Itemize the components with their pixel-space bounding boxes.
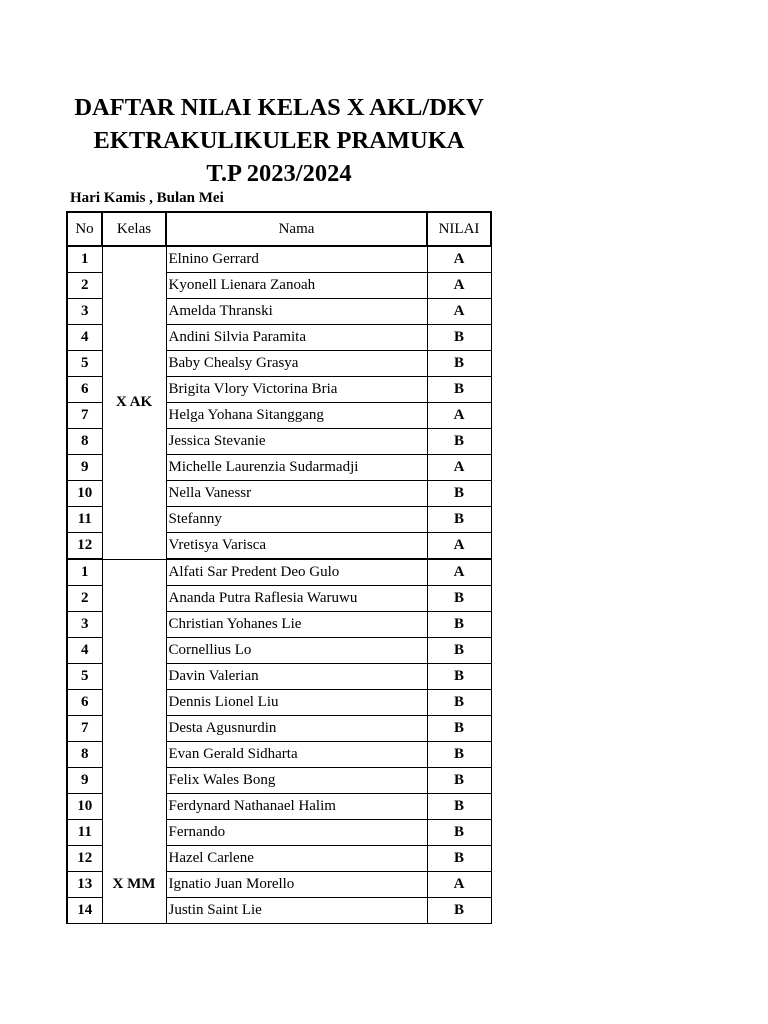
cell-nilai: B bbox=[427, 794, 491, 820]
cell-nama: Helga Yohana Sitanggang bbox=[166, 403, 427, 429]
cell-nama: Fernando bbox=[166, 820, 427, 846]
cell-nilai: B bbox=[427, 507, 491, 533]
cell-nama: Hazel Carlene bbox=[166, 846, 427, 872]
cell-nilai: B bbox=[427, 377, 491, 403]
cell-nilai: A bbox=[427, 403, 491, 429]
cell-nama: Michelle Laurenzia Sudarmadji bbox=[166, 455, 427, 481]
cell-nilai: A bbox=[427, 273, 491, 299]
cell-no: 2 bbox=[67, 273, 102, 299]
cell-no: 11 bbox=[67, 820, 102, 846]
cell-nama: Justin Saint Lie bbox=[166, 898, 427, 924]
cell-no: 1 bbox=[67, 246, 102, 273]
cell-no: 4 bbox=[67, 325, 102, 351]
cell-nilai: A bbox=[427, 533, 491, 560]
cell-nama: Amelda Thranski bbox=[166, 299, 427, 325]
cell-nilai: B bbox=[427, 716, 491, 742]
header-nama: Nama bbox=[166, 212, 427, 246]
cell-nilai: A bbox=[427, 299, 491, 325]
cell-nilai: B bbox=[427, 429, 491, 455]
cell-nama: Ananda Putra Raflesia Waruwu bbox=[166, 586, 427, 612]
cell-nama: Ignatio Juan Morello bbox=[166, 872, 427, 898]
cell-nilai: B bbox=[427, 846, 491, 872]
cell-nama: Vretisya Varisca bbox=[166, 533, 427, 560]
cell-no: 14 bbox=[67, 898, 102, 924]
cell-nama: Cornellius Lo bbox=[166, 638, 427, 664]
cell-no: 12 bbox=[67, 846, 102, 872]
cell-nama: Brigita Vlory Victorina Bria bbox=[166, 377, 427, 403]
cell-nilai: B bbox=[427, 638, 491, 664]
cell-no: 12 bbox=[67, 533, 102, 560]
table-row bbox=[67, 246, 491, 273]
grades-table bbox=[66, 211, 492, 924]
cell-nilai: B bbox=[427, 690, 491, 716]
cell-no: 7 bbox=[67, 403, 102, 429]
cell-nilai: B bbox=[427, 481, 491, 507]
cell-nama: Dennis Lionel Liu bbox=[166, 690, 427, 716]
cell-nama: Nella Vanessr bbox=[166, 481, 427, 507]
cell-kelas: X AK bbox=[102, 246, 166, 559]
cell-nama: Ferdynard Nathanael Halim bbox=[166, 794, 427, 820]
table-header-row bbox=[67, 212, 491, 246]
subtitle: Hari Kamis , Bulan Mei bbox=[70, 190, 224, 206]
table-row bbox=[67, 872, 491, 898]
cell-no: 1 bbox=[67, 559, 102, 586]
cell-no: 2 bbox=[67, 586, 102, 612]
cell-nilai: B bbox=[427, 898, 491, 924]
cell-nilai: A bbox=[427, 559, 491, 586]
title-line-2: EKTRAKULIKULER PRAMUKA bbox=[93, 127, 465, 154]
cell-no: 4 bbox=[67, 638, 102, 664]
cell-nilai: B bbox=[427, 820, 491, 846]
cell-nilai: A bbox=[427, 246, 491, 273]
cell-nama: Andini Silvia Paramita bbox=[166, 325, 427, 351]
cell-no: 6 bbox=[67, 377, 102, 403]
cell-nama: Baby Chealsy Grasya bbox=[166, 351, 427, 377]
cell-no: 8 bbox=[67, 742, 102, 768]
cell-no: 5 bbox=[67, 664, 102, 690]
cell-kelas bbox=[102, 559, 166, 872]
cell-nama: Alfati Sar Predent Deo Gulo bbox=[166, 559, 427, 586]
title-line-1: DAFTAR NILAI KELAS X AKL/DKV bbox=[74, 94, 484, 121]
header-no: No bbox=[67, 212, 102, 246]
cell-no: 9 bbox=[67, 455, 102, 481]
cell-nama: Christian Yohanes Lie bbox=[166, 612, 427, 638]
cell-nama: Jessica Stevanie bbox=[166, 429, 427, 455]
cell-nilai: A bbox=[427, 872, 491, 898]
cell-nilai: B bbox=[427, 351, 491, 377]
cell-no: 11 bbox=[67, 507, 102, 533]
cell-no: 5 bbox=[67, 351, 102, 377]
header-nilai: NILAI bbox=[427, 212, 491, 246]
cell-kelas-label: X MM bbox=[102, 872, 166, 924]
cell-nama: Desta Agusnurdin bbox=[166, 716, 427, 742]
cell-nama: Evan Gerald Sidharta bbox=[166, 742, 427, 768]
cell-nilai: B bbox=[427, 768, 491, 794]
cell-nilai: B bbox=[427, 325, 491, 351]
cell-nilai: B bbox=[427, 586, 491, 612]
cell-no: 6 bbox=[67, 690, 102, 716]
cell-nama: Elnino Gerrard bbox=[166, 246, 427, 273]
cell-no: 10 bbox=[67, 481, 102, 507]
table-body bbox=[67, 246, 491, 924]
cell-nilai: B bbox=[427, 664, 491, 690]
cell-no: 13 bbox=[67, 872, 102, 898]
cell-no: 3 bbox=[67, 612, 102, 638]
cell-nilai: B bbox=[427, 742, 491, 768]
document-title bbox=[66, 91, 492, 190]
cell-no: 3 bbox=[67, 299, 102, 325]
cell-nilai: B bbox=[427, 612, 491, 638]
header-kelas: Kelas bbox=[102, 212, 166, 246]
table-row bbox=[67, 559, 491, 586]
cell-no: 9 bbox=[67, 768, 102, 794]
cell-nilai: A bbox=[427, 455, 491, 481]
cell-nama: Davin Valerian bbox=[166, 664, 427, 690]
cell-nama: Felix Wales Bong bbox=[166, 768, 427, 794]
cell-nama: Kyonell Lienara Zanoah bbox=[166, 273, 427, 299]
cell-nama: Stefanny bbox=[166, 507, 427, 533]
title-line-3: T.P 2023/2024 bbox=[206, 160, 352, 187]
cell-no: 8 bbox=[67, 429, 102, 455]
cell-no: 10 bbox=[67, 794, 102, 820]
cell-no: 7 bbox=[67, 716, 102, 742]
